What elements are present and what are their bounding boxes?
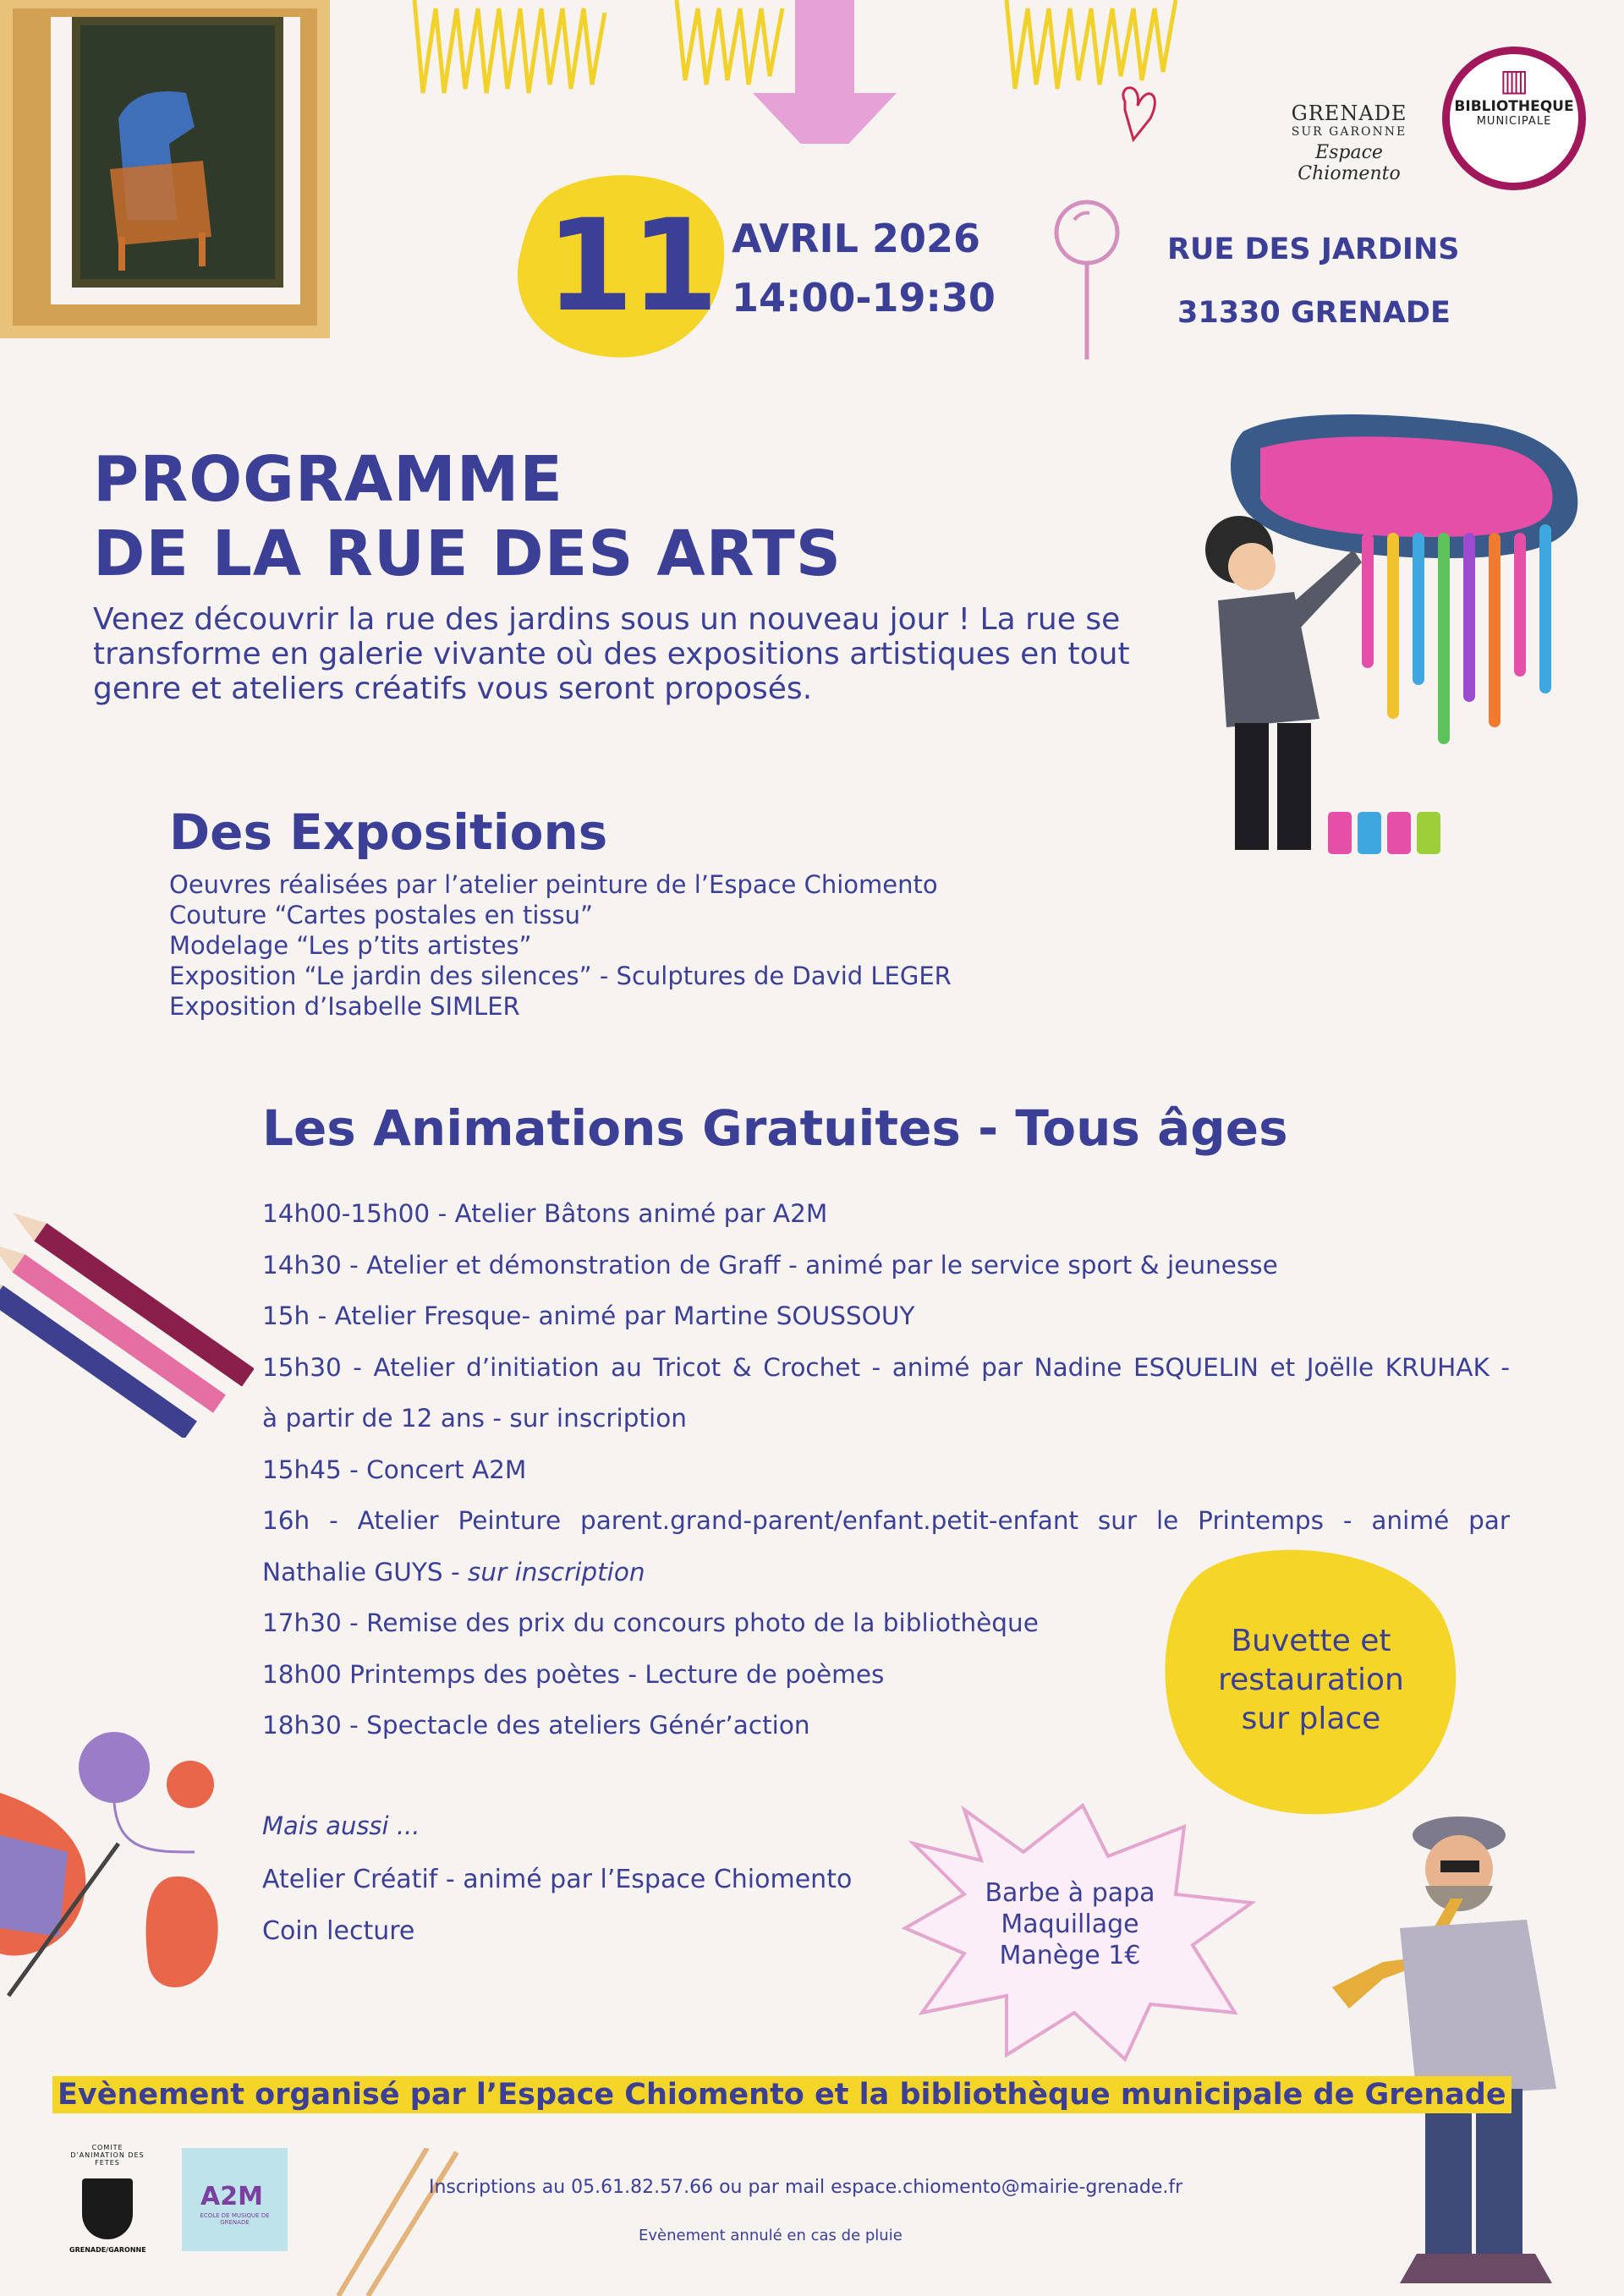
- schedule-item: 17h30 - Remise des prix du concours photo de la bibliothèque: [262, 1608, 1039, 1637]
- framed-painting-illustration: [0, 0, 338, 355]
- address-street: RUE DES JARDINS: [1167, 233, 1460, 266]
- animations-heading: Les Animations Gratuites - Tous âges: [262, 1099, 1288, 1157]
- list-item: Oeuvres réalisées par l’atelier peinture de l’Espace Chiomento: [169, 870, 938, 899]
- event-month-year: AVRIL 2026: [732, 216, 980, 261]
- more-list: [262, 1854, 852, 1957]
- burst-text: Barbe à papa Maquillage Manège 1€: [985, 1878, 1155, 1970]
- expositions-heading: Des Expositions: [169, 803, 608, 861]
- graffiti-artist-illustration: [1193, 397, 1590, 871]
- schedule-item: 14h30 - Atelier et démonstration de Graff - animé par le service sport & jeunesse: [262, 1250, 1278, 1280]
- schedule-item: 18h30 - Spectacle des ateliers Génér’action: [262, 1711, 810, 1740]
- list-item: Couture “Cartes postales en tissu”: [169, 901, 594, 929]
- schedule-item: 15h30 - Atelier d’initiation au Tricot & Crochet - animé par Nadine ESQUELIN et Joëlle KRUHAK -: [262, 1352, 1510, 1382]
- pencils-illustration: [0, 1133, 254, 1438]
- more-heading: Mais aussi ...: [262, 1811, 420, 1840]
- schedule-item: à partir de 12 ans - sur inscription: [262, 1404, 687, 1433]
- cancellation-note: Evènement annulé en cas de pluie: [639, 2227, 903, 2244]
- schedule-item: 15h45 - Concert A2M: [262, 1455, 527, 1484]
- list-item: Coin lecture: [262, 1916, 415, 1946]
- drumsticks-illustration: [321, 2148, 474, 2296]
- expositions-list: [169, 869, 952, 1022]
- schedule-item: 14h00-15h00 - Atelier Bâtons animé par A2M: [262, 1199, 828, 1228]
- book-icon: ▥: [1499, 63, 1528, 98]
- schedule-item: 16h - Atelier Peinture parent.grand-parent/enfant.petit-enfant sur le Printemps - animé par: [262, 1506, 1510, 1535]
- address-city: 31330 GRENADE: [1177, 296, 1451, 330]
- schedule-item-text: Nathalie GUYS -: [262, 1557, 469, 1586]
- schedule-item: 15h - Atelier Fresque- animé par Martine SOUSSOUY: [262, 1301, 915, 1330]
- list-item: Modelage “Les p’tits artistes”: [169, 931, 532, 960]
- schedule-item: 18h00 Printemps des poètes - Lecture de poèmes: [262, 1659, 885, 1689]
- location-pin-icon: [1049, 195, 1125, 364]
- event-hours: 14:00-19:30: [732, 275, 996, 321]
- contact-info: Inscriptions au 05.61.82.57.66 ou par mail espace.chiomento@mairie-grenade.fr: [429, 2177, 1183, 2198]
- event-day: 11: [546, 193, 716, 340]
- schedule-item-note: sur inscription: [468, 1557, 645, 1586]
- page-title-line-2: DE LA RUE DES ARTS: [93, 518, 842, 590]
- intro-paragraph: Venez découvrir la rue des jardins sous un nouveau jour ! La rue se transforme en galerie vivante où des expositions artistiques en tout genre et ateliers créatifs vous seront proposés.: [93, 602, 1130, 706]
- grenade-logo: GRENADE SUR GARONNE Espace Chiomento: [1291, 101, 1407, 184]
- comite-animation-logo: COMITE D'ANIMATION DES FETES GRENADE/GARONNE: [69, 2144, 146, 2254]
- buvette-text: Buvette et restauration sur place: [1218, 1624, 1404, 1736]
- trumpet-player-illustration: [1332, 1810, 1586, 2292]
- list-item: Exposition d’Isabelle SIMLER: [169, 992, 520, 1021]
- knitting-yarn-illustration: [0, 1725, 254, 2004]
- shield-icon: [82, 2178, 133, 2239]
- decorative-zigzag-graphic: [398, 0, 1243, 144]
- page-title-line-1: PROGRAMME: [93, 443, 563, 516]
- bibliotheque-municipale-logo: ▥ BIBLIOTHEQUE MUNICIPALE: [1442, 47, 1586, 190]
- organizer-banner: Evènement organisé par l’Espace Chiomento et la bibliothèque municipale de Grenade: [52, 2076, 1512, 2113]
- list-item: Atelier Créatif - animé par l’Espace Chiomento: [262, 1865, 853, 1894]
- list-item: Exposition “Le jardin des silences” - Sculptures de David LEGER: [169, 962, 952, 990]
- a2m-logo: A2M ECOLE DE MUSIQUE DE GRENADE: [182, 2148, 288, 2251]
